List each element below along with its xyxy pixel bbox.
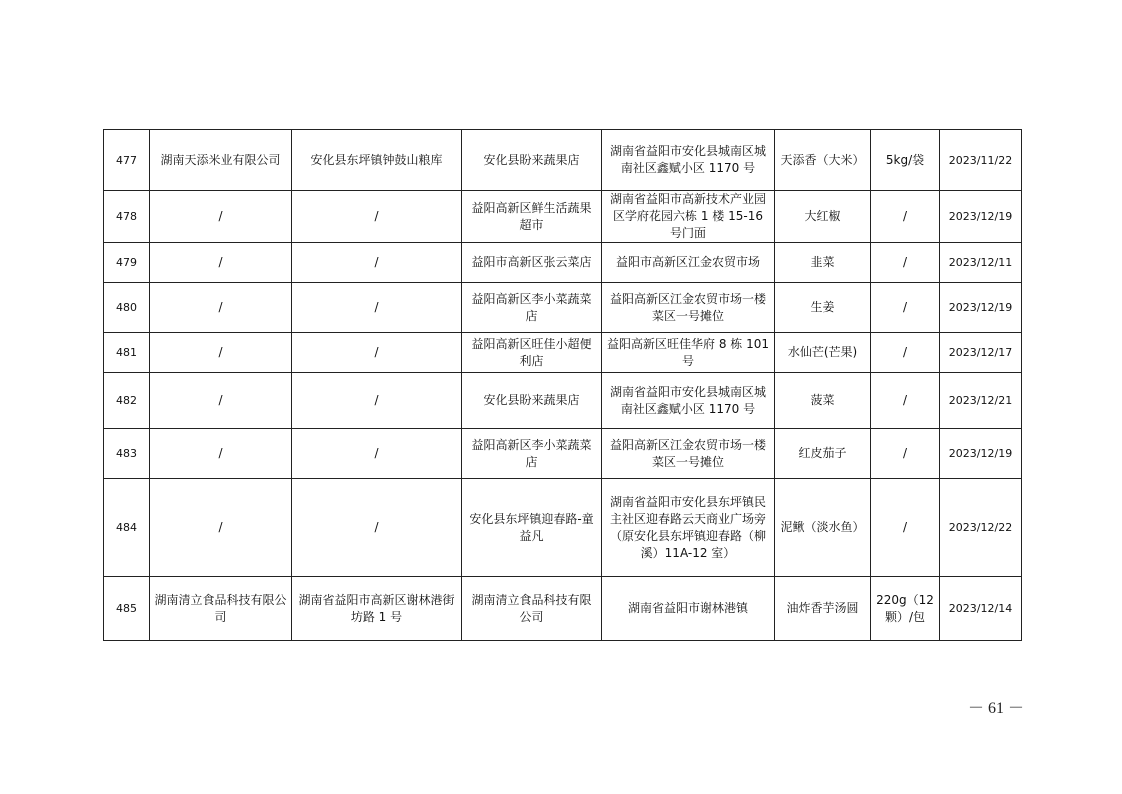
production-date-cell: 2023/11/22 [940,130,1022,191]
product-name-cell: 油炸香芋汤圆 [775,577,871,641]
producer-name-cell: / [150,373,292,429]
row-number-cell: 478 [104,191,150,243]
producer-address-cell: / [292,479,462,577]
seller-address-cell: 湖南省益阳市安化县城南区城南社区鑫赋小区 1170 号 [602,373,775,429]
table-row [104,479,1022,577]
producer-address-cell: / [292,373,462,429]
specification-cell: / [871,373,940,429]
table-row [104,191,1022,243]
row-number-cell: 483 [104,429,150,479]
table-body [104,130,1022,641]
producer-address-cell: / [292,283,462,333]
product-name-cell: 水仙芒(芒果) [775,333,871,373]
table-row [104,243,1022,283]
product-name-cell: 泥鳅（淡水鱼） [775,479,871,577]
producer-name-cell: / [150,283,292,333]
table-row [104,373,1022,429]
specification-cell: / [871,429,940,479]
seller-address-cell: 益阳高新区江金农贸市场一楼菜区一号摊位 [602,429,775,479]
producer-name-cell: / [150,479,292,577]
specification-cell: / [871,283,940,333]
producer-name-cell: / [150,333,292,373]
product-name-cell: 菠菜 [775,373,871,429]
producer-address-cell: / [292,243,462,283]
seller-name-cell: 安化县盼来蔬果店 [462,130,602,191]
product-name-cell: 生姜 [775,283,871,333]
specification-cell: / [871,191,940,243]
producer-name-cell: / [150,191,292,243]
producer-address-cell: 安化县东坪镇钟鼓山粮库 [292,130,462,191]
seller-address-cell: 益阳市高新区江金农贸市场 [602,243,775,283]
specification-cell: / [871,479,940,577]
inspection-table [103,129,1022,641]
producer-address-cell: 湖南省益阳市高新区谢林港街坊路 1 号 [292,577,462,641]
seller-address-cell: 湖南省益阳市安化县东坪镇民主社区迎春路云天商业广场旁（原安化县东坪镇迎春路（柳溪）11A-12 室） [602,479,775,577]
product-name-cell: 天添香（大米） [775,130,871,191]
production-date-cell: 2023/12/17 [940,333,1022,373]
product-name-cell: 大红椒 [775,191,871,243]
specification-cell: 220g（12 颗）/包 [871,577,940,641]
producer-name-cell: 湖南天添米业有限公司 [150,130,292,191]
row-number-cell: 485 [104,577,150,641]
seller-name-cell: 安化县东坪镇迎春路-童益凡 [462,479,602,577]
row-number-cell: 480 [104,283,150,333]
seller-name-cell: 益阳高新区李小菜蔬菜店 [462,283,602,333]
producer-address-cell: / [292,333,462,373]
seller-address-cell: 湖南省益阳市安化县城南区城南社区鑫赋小区 1170 号 [602,130,775,191]
seller-name-cell: 益阳高新区李小菜蔬菜店 [462,429,602,479]
seller-address-cell: 益阳高新区江金农贸市场一楼菜区一号摊位 [602,283,775,333]
producer-name-cell: 湖南清立食品科技有限公司 [150,577,292,641]
row-number-cell: 481 [104,333,150,373]
seller-name-cell: 益阳高新区旺佳小超便利店 [462,333,602,373]
page-number: － 61 － [968,700,1025,717]
row-number-cell: 477 [104,130,150,191]
production-date-cell: 2023/12/21 [940,373,1022,429]
table-row [104,429,1022,479]
seller-name-cell: 益阳市高新区张云菜店 [462,243,602,283]
seller-address-cell: 湖南省益阳市高新技术产业园区学府花园六栋 1 楼 15-16 号门面 [602,191,775,243]
producer-address-cell: / [292,191,462,243]
table-row [104,130,1022,191]
specification-cell: 5kg/袋 [871,130,940,191]
product-name-cell: 红皮茄子 [775,429,871,479]
row-number-cell: 479 [104,243,150,283]
production-date-cell: 2023/12/14 [940,577,1022,641]
specification-cell: / [871,243,940,283]
production-date-cell: 2023/12/19 [940,283,1022,333]
row-number-cell: 484 [104,479,150,577]
seller-name-cell: 湖南清立食品科技有限公司 [462,577,602,641]
production-date-cell: 2023/12/22 [940,479,1022,577]
table-row [104,283,1022,333]
producer-name-cell: / [150,243,292,283]
seller-address-cell: 益阳高新区旺佳华府 8 栋 101 号 [602,333,775,373]
row-number-cell: 482 [104,373,150,429]
production-date-cell: 2023/12/19 [940,191,1022,243]
specification-cell: / [871,333,940,373]
producer-name-cell: / [150,429,292,479]
seller-address-cell: 湖南省益阳市谢林港镇 [602,577,775,641]
table-row [104,577,1022,641]
producer-address-cell: / [292,429,462,479]
table-row [104,333,1022,373]
seller-name-cell: 安化县盼来蔬果店 [462,373,602,429]
seller-name-cell: 益阳高新区鲜生活蔬果超市 [462,191,602,243]
product-name-cell: 韭菜 [775,243,871,283]
production-date-cell: 2023/12/19 [940,429,1022,479]
production-date-cell: 2023/12/11 [940,243,1022,283]
